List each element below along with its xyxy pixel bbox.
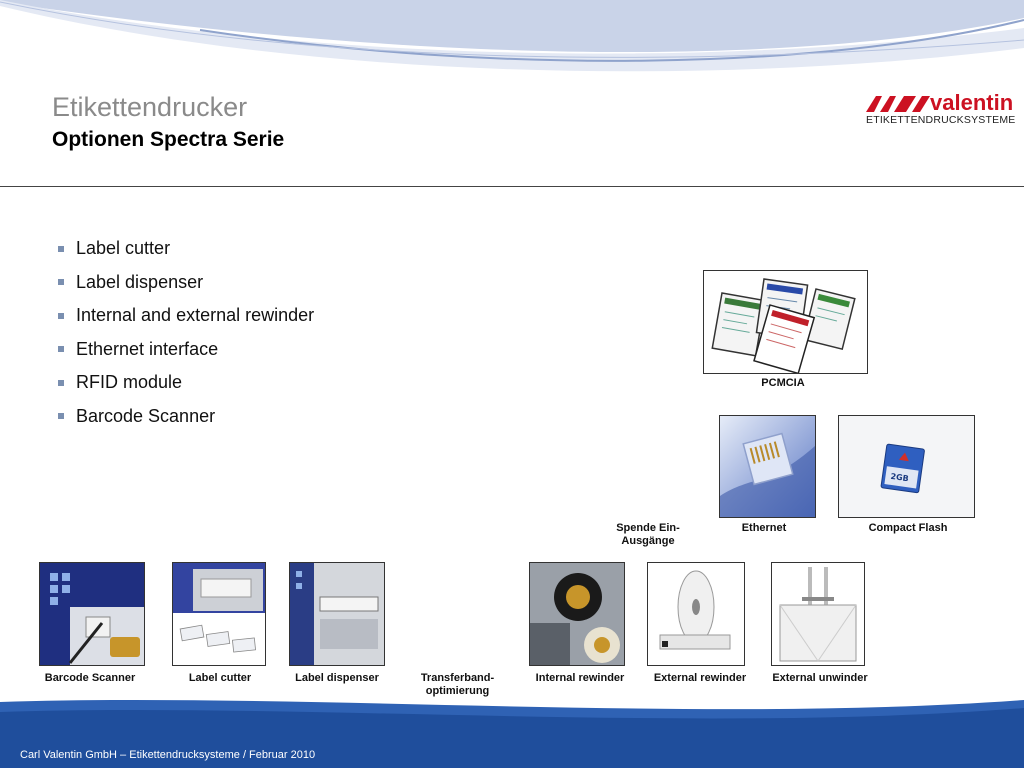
- bullet-square-icon: [58, 413, 64, 419]
- external-unwinder-image: [771, 562, 865, 666]
- page-subtitle: Optionen Spectra Serie: [52, 128, 285, 151]
- list-item: Barcode Scanner: [58, 400, 314, 434]
- list-item: RFID module: [58, 366, 314, 400]
- caption-transferband: Transferband- optimierung: [420, 672, 495, 697]
- caption-barcode-scanner: Barcode Scanner: [44, 672, 136, 684]
- list-item: Label cutter: [58, 232, 314, 266]
- label-cutter-image: [172, 562, 266, 666]
- caption-label-cutter: Label cutter: [188, 672, 252, 684]
- internal-rewinder-image: [529, 562, 625, 666]
- compact-flash-image: [838, 415, 975, 518]
- bullet-square-icon: [58, 246, 64, 252]
- options-list: [58, 232, 314, 433]
- barcode-scanner-image: [39, 562, 145, 666]
- logo-tagline: ETIKETTENDRUCKSYSTEME: [866, 114, 1016, 126]
- caption-ethernet: Ethernet: [741, 522, 787, 534]
- caption-external-rewinder: External rewinder: [653, 672, 747, 684]
- caption-pcmcia: PCMCIA: [761, 377, 805, 389]
- list-item: Label dispenser: [58, 266, 314, 300]
- external-rewinder-image: [647, 562, 745, 666]
- label-dispenser-image: [289, 562, 385, 666]
- ethernet-image: [719, 415, 816, 518]
- list-item: Internal and external rewinder: [58, 299, 314, 333]
- header-divider: [0, 186, 1024, 187]
- caption-external-unwinder: External unwinder: [772, 672, 868, 684]
- list-item: Ethernet interface: [58, 333, 314, 367]
- bullet-square-icon: [58, 380, 64, 386]
- bullet-square-icon: [58, 313, 64, 319]
- pcmcia-image: [703, 270, 868, 374]
- valentin-mark-icon: [866, 94, 932, 114]
- header-swoosh: [0, 0, 1024, 100]
- bullet-square-icon: [58, 346, 64, 352]
- page-title: Etikettendrucker: [52, 92, 248, 122]
- caption-internal-rewinder: Internal rewinder: [535, 672, 625, 684]
- footer-text: Carl Valentin GmbH – Etikettendrucksysteme / Februar 2010: [20, 749, 316, 761]
- bullet-square-icon: [58, 279, 64, 285]
- svg-text:2GB: 2GB: [889, 471, 910, 484]
- logo-wordmark: valentin: [930, 90, 1014, 115]
- caption-label-dispenser: Label dispenser: [295, 672, 379, 684]
- caption-spende: Spende Ein- Ausgänge: [616, 522, 680, 547]
- caption-compact-flash: Compact Flash: [868, 522, 948, 534]
